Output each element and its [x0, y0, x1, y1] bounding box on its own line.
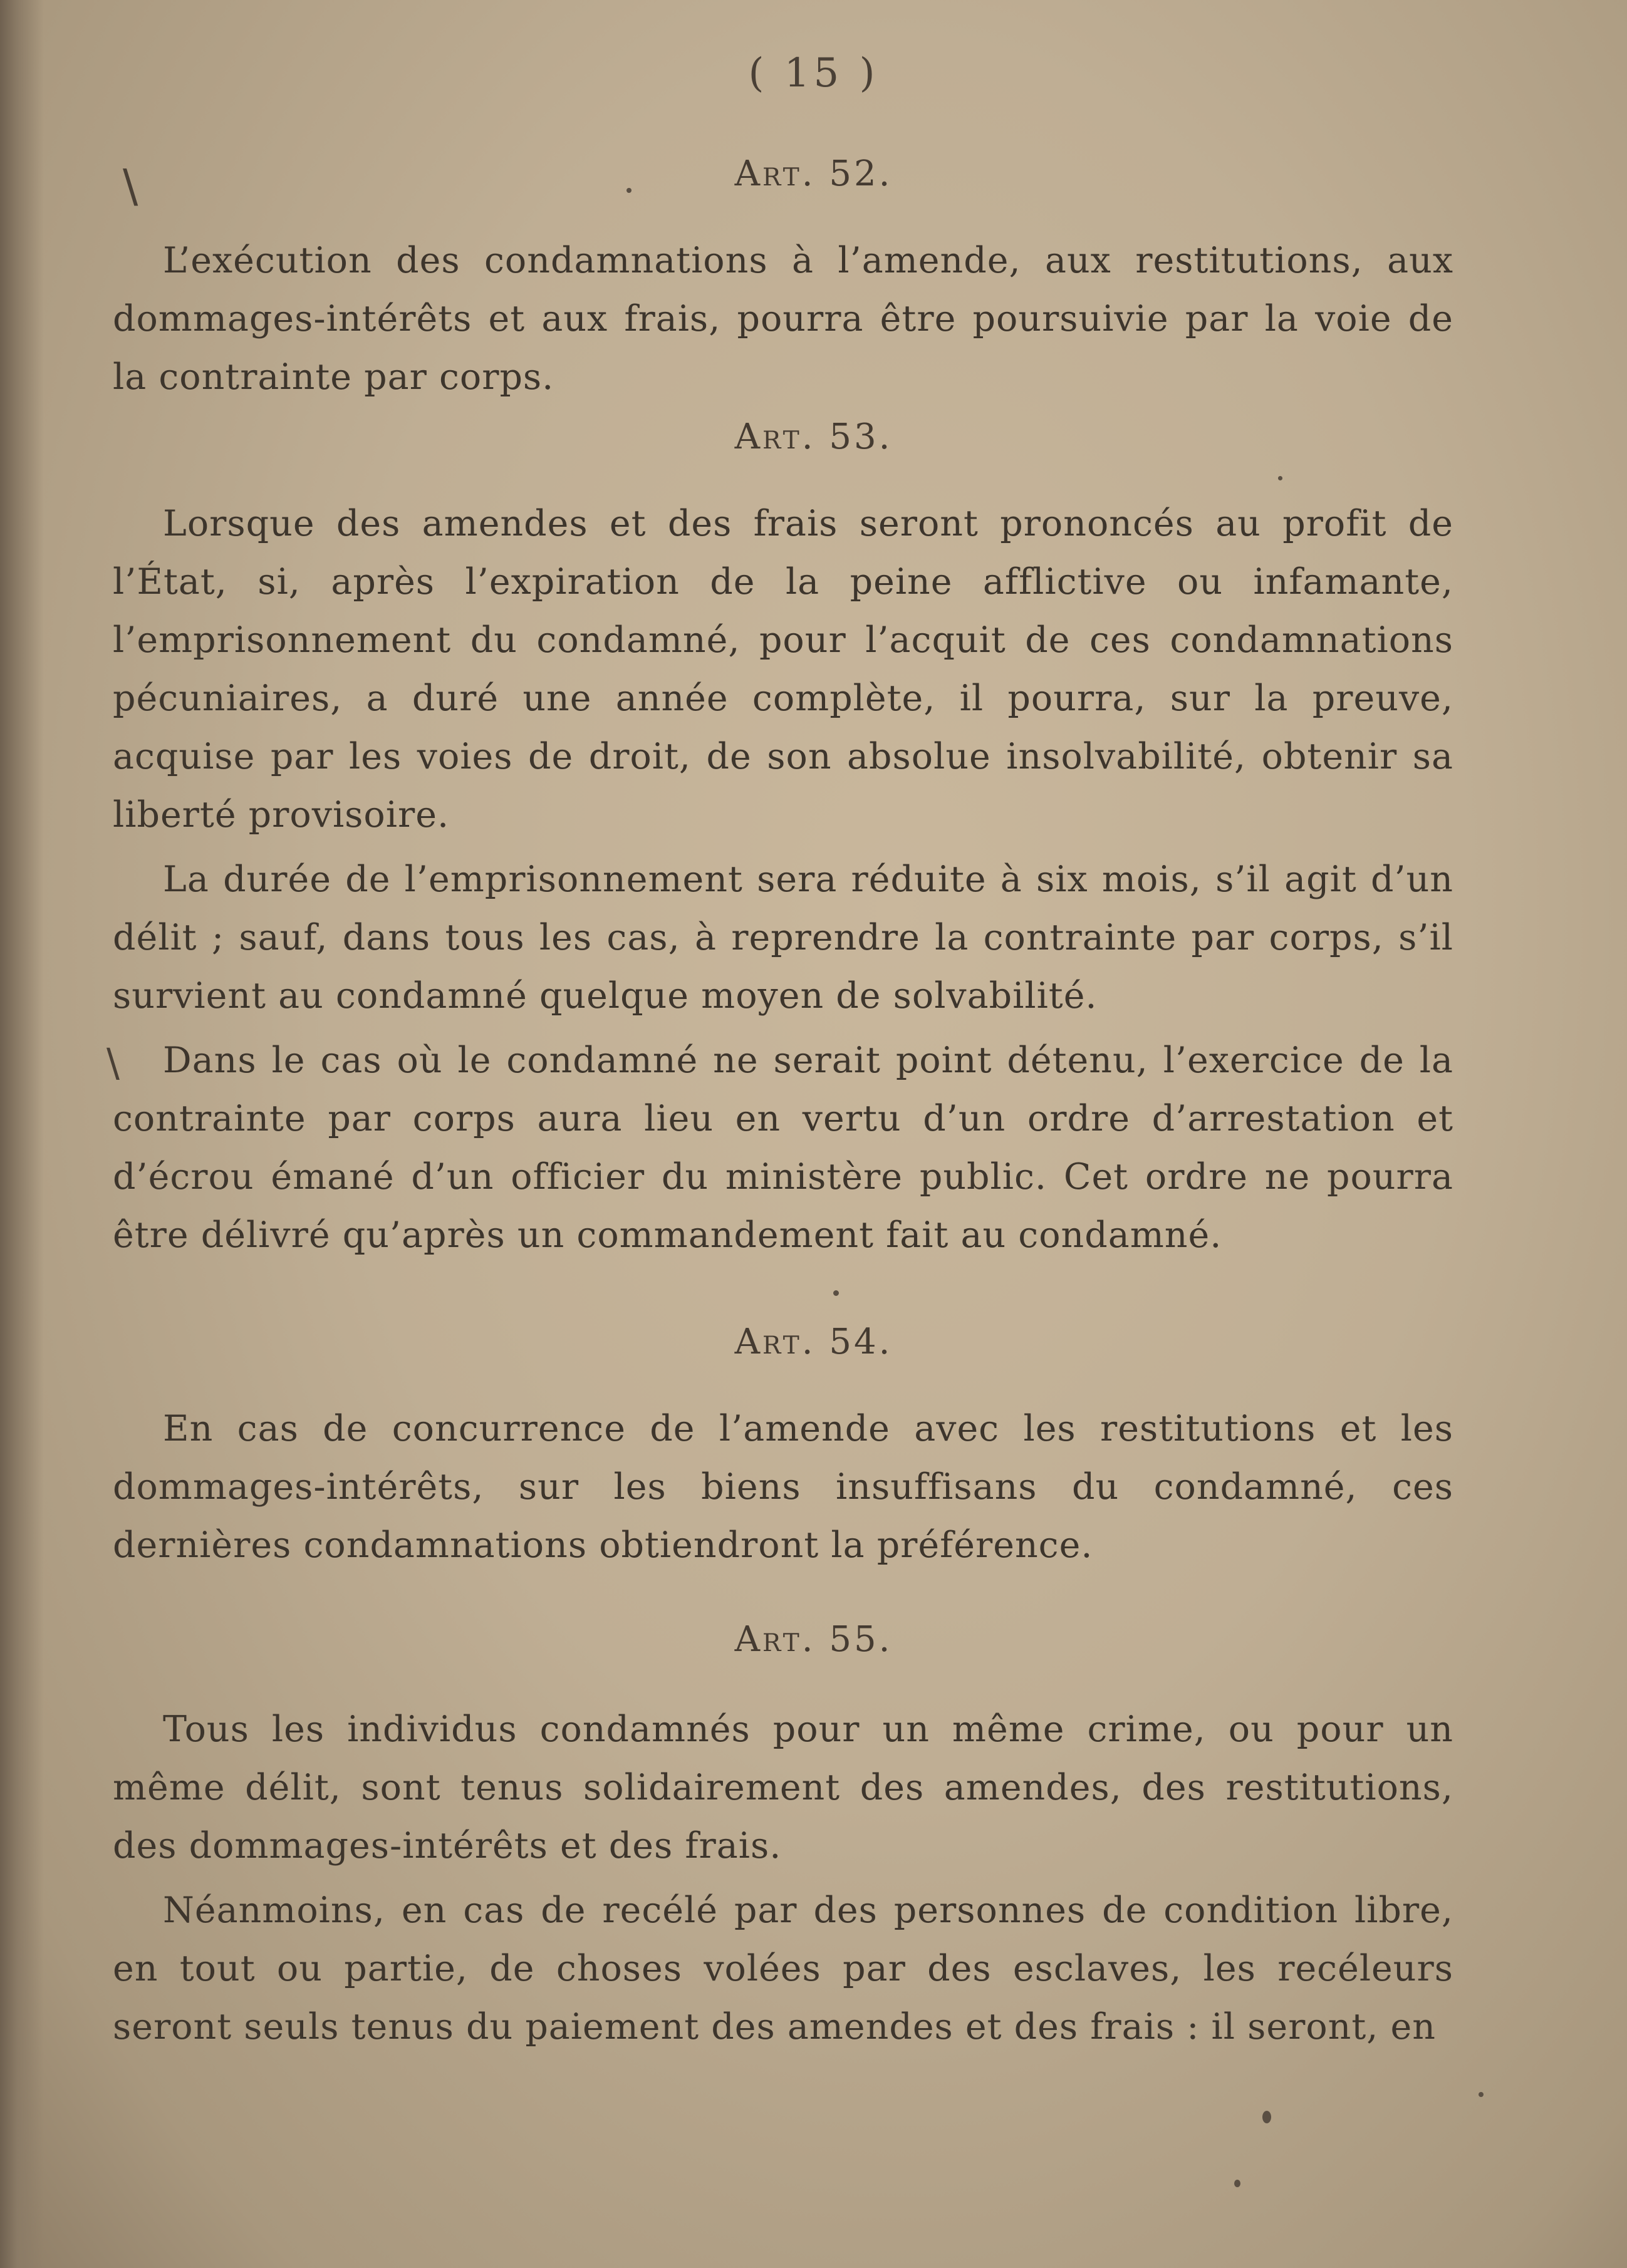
paper-speck — [1262, 2111, 1271, 2123]
page-number: ( 15 ) — [748, 50, 879, 96]
article-body — [113, 495, 1453, 1265]
article-body — [113, 1701, 1453, 2056]
binding-shadow — [0, 0, 44, 2268]
paragraph: Tous les individus condamnés pour un même crime, ou pour un même délit, sont tenus solidairement des amendes, des restitutions, des dommages-intérêts et des frais. — [113, 1709, 1453, 1867]
article-heading: Art. 52. — [734, 153, 893, 194]
article-heading: Art. 54. — [734, 1322, 893, 1362]
article-body — [113, 232, 1453, 406]
paper-speck — [833, 1290, 839, 1296]
margin-mark: \ — [107, 1040, 120, 1085]
article-heading: Art. 53. — [734, 417, 893, 457]
article-heading: Art. 55. — [734, 1619, 893, 1660]
article-body — [113, 1400, 1453, 1575]
paragraph: L’exécution des condamnations à l’amende, aux restitutions, aux dommages-intérêts et aux frais, pourra être poursuivie par la voie de la contrainte par corps. — [113, 240, 1453, 398]
paragraph: La durée de l’emprisonnement sera réduite à six mois, s’il agit d’un délit ; sauf, dans tous les cas, à reprendre la contrainte par corps, s’il survient au condamné quelque moyen de solvabilité. — [113, 859, 1453, 1017]
paper-speck — [1479, 2092, 1484, 2097]
paragraph: Lorsque des amendes et des frais seront prononcés au profit de l’État, si, après l’expiration de la peine afflictive ou infamante, l’emprisonnement du condamné, pour l’acquit de ces condamnations pécuniaires, a duré une année complète, il pourra, sur la preuve, acquise par les voies de droit, de son absolue insolvabilité, obtenir sa liberté provisoire. — [113, 503, 1453, 836]
paragraph: Dans le cas où le condamné ne serait point détenu, l’exercice de la contrainte par corps aura lieu en vertu d’un ordre d’arrestation et d’écrou émané d’un officier du ministère public. Cet ordre ne pourra être délivré qu’après un commandement fait au condamné. — [113, 1040, 1453, 1256]
paragraph: En cas de concurrence de l’amende avec les restitutions et les dommages-intérêts, sur les biens insuffisans du condamné, ces dernières condamnations obtiendront la préférence. — [113, 1408, 1453, 1566]
paper-speck — [1234, 2180, 1240, 2187]
paper-speck — [626, 188, 632, 193]
paragraph: Néanmoins, en cas de recélé par des personnes de condition libre, en tout ou partie, de choses volées par des esclaves, les recéleurs seront seuls tenus du paiement des amendes et des frais : il seront, en — [113, 1890, 1453, 2048]
paper-speck — [1278, 476, 1282, 480]
margin-mark: \ — [123, 160, 138, 212]
